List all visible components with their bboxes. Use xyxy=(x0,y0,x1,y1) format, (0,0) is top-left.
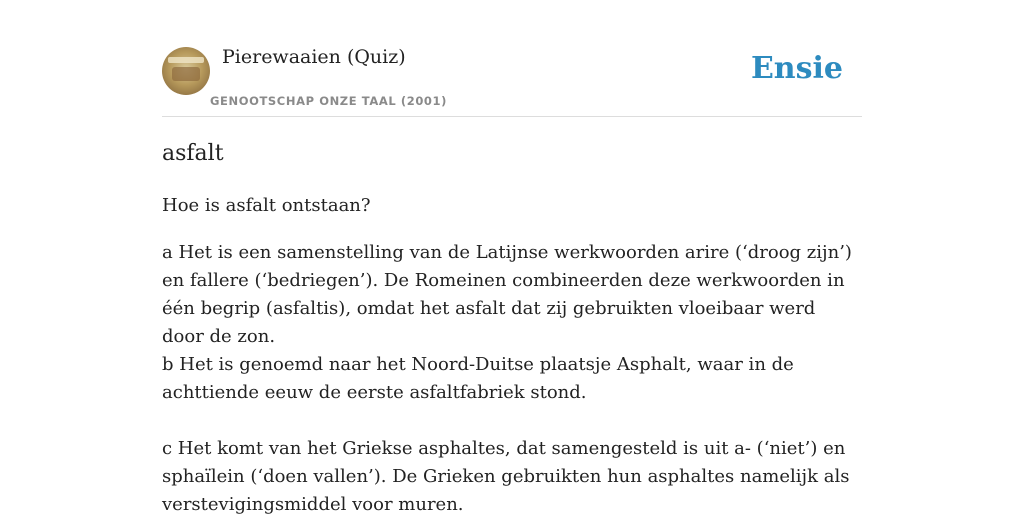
cover-title-band xyxy=(168,57,204,63)
cover-illustration xyxy=(172,67,200,81)
header xyxy=(162,0,862,117)
answer-option-a: a Het is een samenstelling van de Latijnse werkwoorden arire (‘droog zijn’) en fallere (‘bedriegen’). De Romeinen combineerden deze werkwoorden in één begrip (asfaltis), omdat het asfalt dat zij gebruikten vloeibaar werd door de zon. xyxy=(162,242,852,347)
quiz-question: Hoe is asfalt ontstaan? xyxy=(162,195,371,216)
entry-title: asfalt xyxy=(162,141,224,166)
answer-option-c: c Het komt van het Griekse asphaltes, dat samengesteld is uit a- (‘niet’) en sphaïlein (‘doen vallen’). De Grieken gebruikten hun asphaltes namelijk als verstevigingsmiddel voor muren. xyxy=(162,438,850,515)
page xyxy=(162,0,862,515)
book-cover-icon[interactable] xyxy=(162,47,210,95)
book-title-link[interactable]: Pierewaaien (Quiz) xyxy=(222,46,406,68)
answer-option-b: b Het is genoemd naar het Noord-Duitse plaatsje Asphalt, waar in de achttiende eeuw de eerste asfaltfabriek stond. xyxy=(162,354,794,403)
book-source: GENOOTSCHAP ONZE TAAL (2001) xyxy=(210,94,447,108)
ensie-logo-link[interactable]: Ensie xyxy=(750,51,843,86)
